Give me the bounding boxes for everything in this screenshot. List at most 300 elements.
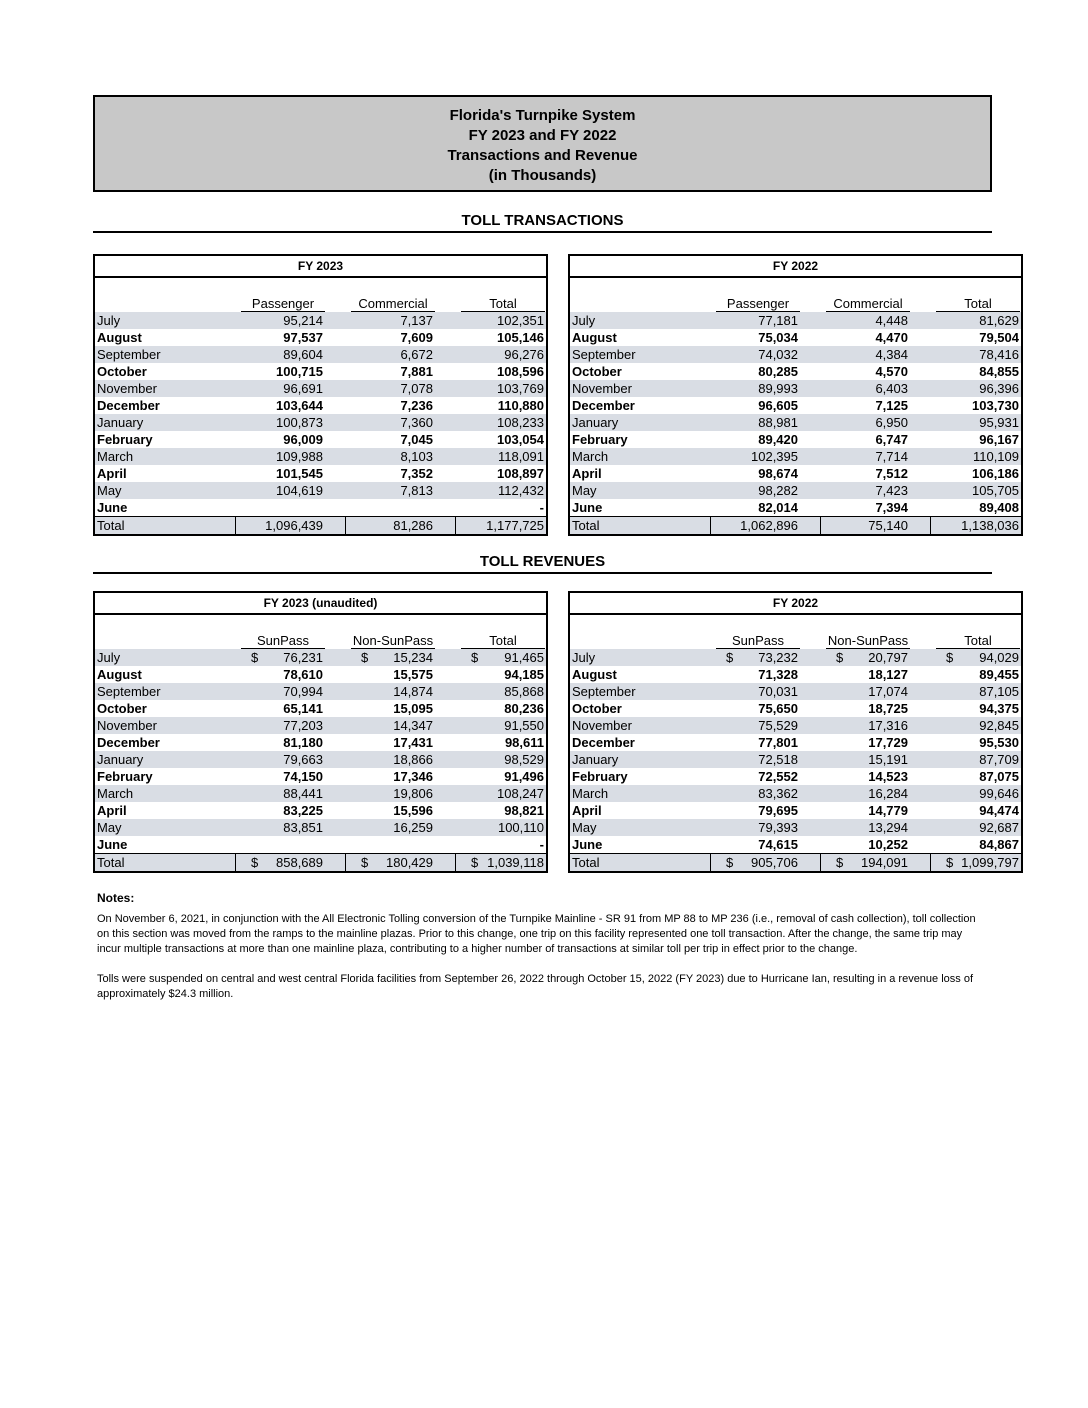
cell-value: 7,714 — [875, 449, 908, 464]
cell-value: 92,845 — [979, 718, 1019, 733]
cell-value: 84,867 — [979, 837, 1019, 852]
cell-value: 7,609 — [400, 330, 433, 345]
table-row — [95, 414, 546, 431]
cell-value: 1,062,896 — [740, 518, 798, 533]
month-label: July — [97, 650, 121, 665]
table-row — [570, 499, 1021, 516]
cell-value: 7,423 — [875, 483, 908, 498]
table-row — [95, 666, 546, 683]
column-header: Non-SunPass — [352, 633, 434, 648]
cell-value: 96,396 — [979, 381, 1019, 396]
table-row — [570, 346, 1021, 363]
total-separator — [455, 854, 456, 871]
cell-value: 100,110 — [497, 820, 544, 835]
month-label: December — [572, 735, 635, 750]
table-row — [570, 802, 1021, 819]
column-header: Commercial — [833, 296, 903, 311]
column-header-row — [95, 615, 546, 649]
table-row — [95, 465, 546, 482]
toll-revenues-rule — [93, 572, 992, 574]
month-label: April — [572, 803, 602, 818]
cell-value: 15,596 — [393, 803, 433, 818]
cell-value: 14,874 — [393, 684, 433, 699]
currency-symbol: $ — [361, 855, 369, 870]
column-header: Passenger — [726, 296, 790, 311]
month-label: June — [572, 837, 603, 852]
cell-value: 16,259 — [393, 820, 433, 835]
table-row — [95, 363, 546, 380]
cell-value: 77,181 — [758, 313, 798, 328]
month-label: November — [572, 381, 632, 396]
month-label: June — [97, 500, 128, 515]
cell-value: 14,779 — [868, 803, 908, 818]
cell-value: 92,687 — [979, 820, 1019, 835]
cell-value: 89,604 — [283, 347, 323, 362]
month-label: December — [97, 398, 160, 413]
cell-value: 99,646 — [979, 786, 1019, 801]
cell-value: 84,855 — [979, 364, 1019, 379]
table-row — [95, 751, 546, 768]
cell-value: 1,099,797 — [961, 855, 1019, 870]
cell-value: 95,530 — [979, 735, 1019, 750]
cell-value: 85,868 — [504, 684, 544, 699]
table-row — [95, 717, 546, 734]
cell-value: 98,674 — [758, 466, 798, 481]
table-row — [570, 751, 1021, 768]
currency-symbol: $ — [251, 855, 259, 870]
month-label: April — [572, 466, 602, 481]
month-label: November — [97, 718, 157, 733]
total-separator — [930, 854, 931, 871]
cell-value: 7,360 — [400, 415, 433, 430]
cell-value: 8,103 — [400, 449, 433, 464]
cell-value: 83,851 — [283, 820, 323, 835]
cell-value: 98,529 — [504, 752, 544, 767]
title-line-4: (in Thousands) — [488, 167, 597, 184]
note-1: On November 6, 2021, in conjunction with the All Electronic Tolling conversion of the Turnpike Mainline - SR 91 from MP 88 to MP 236 (i.e., removal of cash collection), toll collection on this section was moved from the ramps to the mainline plazas. Prior to this change, one trip on this facility represented one toll transaction. After the change, the same trip may incur multiple transactions at more than one mainline plaza, contributing to a higher number of transactions at similar toll per trip in effect prior to the change. — [97, 913, 976, 955]
cell-value: 108,596 — [497, 364, 544, 379]
month-label: March — [572, 786, 609, 801]
table-row — [95, 346, 546, 363]
note-2: Tolls were suspended on central and west central Florida facilities from September 26, 2022 through October 15, 2022 (FY 2023) due to Hurricane Ian, resulting in a revenue loss of approximately $24.3 million. — [97, 973, 974, 1000]
cell-value: 82,014 — [758, 500, 798, 515]
table-row — [95, 700, 546, 717]
cell-value: 7,045 — [400, 432, 433, 447]
month-label: August — [97, 330, 142, 345]
cell-value: 76,231 — [283, 650, 323, 665]
month-label: August — [97, 667, 142, 682]
cell-value: 1,138,036 — [961, 518, 1019, 533]
cell-value: 72,552 — [758, 769, 798, 784]
month-label: November — [572, 718, 632, 733]
cell-value: 89,408 — [979, 500, 1019, 515]
table-row — [570, 380, 1021, 397]
cell-value: 102,395 — [751, 449, 798, 464]
cell-value: 15,234 — [393, 650, 433, 665]
currency-symbol: $ — [726, 855, 734, 870]
cell-value: 108,247 — [497, 786, 544, 801]
month-label: January — [572, 752, 619, 767]
month-label: February — [97, 769, 153, 784]
cell-value: 17,316 — [868, 718, 908, 733]
table-row — [570, 465, 1021, 482]
total-row — [95, 853, 546, 871]
table-row — [95, 312, 546, 329]
month-label: October — [572, 364, 622, 379]
cell-value: 80,285 — [758, 364, 798, 379]
cell-value: 91,465 — [504, 650, 544, 665]
month-label: July — [572, 650, 596, 665]
title-line-1: Florida's Turnpike System — [449, 107, 636, 124]
cell-value: 110,109 — [972, 449, 1019, 464]
column-header-row — [570, 615, 1021, 649]
cell-value: 94,375 — [979, 701, 1019, 716]
cell-value: - — [539, 837, 544, 852]
month-label: February — [572, 432, 628, 447]
cell-value: 4,570 — [875, 364, 908, 379]
table-row — [95, 819, 546, 836]
cell-value: 905,706 — [751, 855, 798, 870]
cell-value: 95,214 — [283, 313, 323, 328]
cell-value: 81,180 — [283, 735, 323, 750]
table-row — [570, 363, 1021, 380]
table-title: FY 2022 — [570, 593, 1021, 615]
month-label: March — [572, 449, 609, 464]
cell-value: 103,730 — [972, 398, 1019, 413]
cell-value: 180,429 — [386, 855, 433, 870]
month-label: October — [97, 701, 147, 716]
cell-value: 79,663 — [283, 752, 323, 767]
month-label: November — [97, 381, 157, 396]
total-separator — [710, 517, 711, 534]
transactions-fy2023-table — [93, 254, 548, 536]
cell-value: 108,897 — [497, 466, 544, 481]
notes-heading: Notes: — [97, 891, 135, 905]
month-label: April — [97, 466, 127, 481]
table-row — [95, 380, 546, 397]
total-separator — [710, 854, 711, 871]
cell-value: 100,715 — [276, 364, 323, 379]
total-separator — [235, 517, 236, 534]
cell-value: 7,881 — [400, 364, 433, 379]
cell-value: 89,455 — [979, 667, 1019, 682]
cell-value: 98,821 — [504, 803, 544, 818]
month-label: February — [572, 769, 628, 784]
cell-value: 19,806 — [393, 786, 433, 801]
cell-value: 83,362 — [758, 786, 798, 801]
currency-symbol: $ — [836, 650, 844, 665]
table-row — [570, 836, 1021, 853]
cell-value: 98,282 — [758, 483, 798, 498]
table-row — [570, 414, 1021, 431]
total-separator — [455, 517, 456, 534]
table-row — [570, 734, 1021, 751]
currency-symbol: $ — [836, 855, 844, 870]
cell-value: 74,032 — [758, 347, 798, 362]
cell-value: 18,127 — [868, 667, 908, 682]
table-row — [570, 448, 1021, 465]
table-row — [95, 329, 546, 346]
cell-value: 80,236 — [504, 701, 544, 716]
cell-value: 118,091 — [497, 449, 544, 464]
table-row — [95, 499, 546, 516]
month-label: October — [97, 364, 147, 379]
cell-value: 106,186 — [972, 466, 1019, 481]
month-label: July — [572, 313, 596, 328]
table-row — [570, 312, 1021, 329]
cell-value: 100,873 — [276, 415, 323, 430]
cell-value: 71,328 — [758, 667, 798, 682]
cell-value: 94,185 — [504, 667, 544, 682]
toll-transactions-rule — [93, 231, 992, 233]
month-label: June — [572, 500, 603, 515]
cell-value: 94,029 — [979, 650, 1019, 665]
cell-value: 89,420 — [758, 432, 798, 447]
cell-value: - — [539, 500, 544, 515]
table-row — [570, 666, 1021, 683]
total-row — [95, 516, 546, 534]
table-title: FY 2023 — [95, 256, 546, 278]
cell-value: 108,233 — [497, 415, 544, 430]
cell-value: 72,518 — [758, 752, 798, 767]
cell-value: 98,611 — [504, 735, 544, 750]
cell-value: 101,545 — [276, 466, 323, 481]
cell-value: 16,284 — [868, 786, 908, 801]
cell-value: 75,034 — [758, 330, 798, 345]
cell-value: 4,448 — [875, 313, 908, 328]
month-label: March — [97, 786, 134, 801]
cell-value: 7,512 — [875, 466, 908, 481]
table-row — [570, 700, 1021, 717]
cell-value: 194,091 — [861, 855, 908, 870]
month-label: May — [97, 820, 122, 835]
column-header: Non-SunPass — [827, 633, 909, 648]
table-row — [95, 482, 546, 499]
cell-value: 6,747 — [875, 432, 908, 447]
total-separator — [930, 517, 931, 534]
toll-revenues-heading: TOLL REVENUES — [479, 553, 606, 570]
cell-value: 97,537 — [283, 330, 323, 345]
cell-value: 109,988 — [276, 449, 323, 464]
cell-value: 75,529 — [758, 718, 798, 733]
revenues-fy2023-table — [93, 591, 548, 873]
total-separator — [235, 854, 236, 871]
total-separator — [345, 517, 346, 534]
cell-value: 78,416 — [979, 347, 1019, 362]
cell-value: 70,031 — [758, 684, 798, 699]
cell-value: 87,075 — [979, 769, 1019, 784]
month-label: January — [572, 415, 619, 430]
month-label: December — [97, 735, 160, 750]
month-label: February — [97, 432, 153, 447]
cell-value: 79,504 — [979, 330, 1019, 345]
cell-value: 74,615 — [758, 837, 798, 852]
table-row — [95, 683, 546, 700]
column-header: Total — [489, 633, 517, 648]
report-title-box — [93, 95, 992, 192]
cell-value: 88,441 — [283, 786, 323, 801]
cell-value: 104,619 — [276, 483, 323, 498]
cell-value: 79,695 — [758, 803, 798, 818]
cell-value: 78,610 — [283, 667, 323, 682]
cell-value: 17,074 — [868, 684, 908, 699]
cell-value: 83,225 — [283, 803, 323, 818]
table-row — [95, 836, 546, 853]
table-row — [570, 819, 1021, 836]
cell-value: 15,095 — [393, 701, 433, 716]
month-label: Total — [572, 518, 600, 533]
month-label: May — [572, 483, 597, 498]
cell-value: 88,981 — [758, 415, 798, 430]
total-separator — [820, 854, 821, 871]
month-label: Total — [97, 518, 125, 533]
cell-value: 87,709 — [979, 752, 1019, 767]
cell-value: 94,474 — [979, 803, 1019, 818]
cell-value: 1,039,118 — [487, 855, 544, 870]
cell-value: 6,950 — [875, 415, 908, 430]
cell-value: 87,105 — [979, 684, 1019, 699]
cell-value: 7,137 — [400, 313, 433, 328]
cell-value: 89,993 — [758, 381, 798, 396]
month-label: September — [572, 684, 636, 699]
column-header: SunPass — [731, 633, 785, 648]
title-line-3: Transactions and Revenue — [447, 147, 638, 164]
column-header: Total — [964, 296, 992, 311]
cell-value: 6,403 — [875, 381, 908, 396]
cell-value: 7,352 — [400, 466, 433, 481]
column-header-row — [570, 278, 1021, 312]
notes-section — [97, 891, 987, 1017]
transactions-fy2022-table — [568, 254, 1023, 536]
table-row — [95, 802, 546, 819]
cell-value: 17,729 — [868, 735, 908, 750]
table-row — [95, 397, 546, 414]
cell-value: 7,236 — [400, 398, 433, 413]
table-row — [570, 785, 1021, 802]
cell-value: 7,813 — [400, 483, 433, 498]
month-label: May — [572, 820, 597, 835]
cell-value: 96,276 — [504, 347, 544, 362]
table-row — [95, 448, 546, 465]
table-row — [570, 683, 1021, 700]
cell-value: 4,384 — [875, 347, 908, 362]
month-label: October — [572, 701, 622, 716]
column-header: Passenger — [251, 296, 315, 311]
cell-value: 18,866 — [393, 752, 433, 767]
column-header: Total — [489, 296, 517, 311]
month-label: July — [97, 313, 121, 328]
table-row — [570, 431, 1021, 448]
month-label: September — [572, 347, 636, 362]
month-label: April — [97, 803, 127, 818]
currency-symbol: $ — [946, 650, 954, 665]
cell-value: 91,496 — [504, 769, 544, 784]
table-row — [95, 734, 546, 751]
total-separator — [820, 517, 821, 534]
month-label: January — [97, 752, 144, 767]
month-label: September — [97, 684, 161, 699]
cell-value: 96,605 — [758, 398, 798, 413]
cell-value: 65,141 — [283, 701, 323, 716]
month-label: August — [572, 330, 617, 345]
currency-symbol: $ — [471, 855, 479, 870]
cell-value: 75,650 — [758, 701, 798, 716]
cell-value: 15,575 — [393, 667, 433, 682]
table-title: FY 2022 — [570, 256, 1021, 278]
toll-transactions-heading: TOLL TRANSACTIONS — [461, 212, 624, 229]
cell-value: 1,096,439 — [265, 518, 323, 533]
total-separator — [345, 854, 346, 871]
table-row — [570, 768, 1021, 785]
cell-value: 17,346 — [393, 769, 433, 784]
table-row — [95, 431, 546, 448]
cell-value: 7,125 — [875, 398, 908, 413]
table-row — [570, 717, 1021, 734]
column-header: Total — [964, 633, 992, 648]
month-label: Total — [572, 855, 600, 870]
table-row — [570, 329, 1021, 346]
cell-value: 20,797 — [868, 650, 908, 665]
cell-value: 75,140 — [868, 518, 908, 533]
total-row — [570, 516, 1021, 534]
cell-value: 79,393 — [758, 820, 798, 835]
currency-symbol: $ — [471, 650, 479, 665]
table-row — [95, 649, 546, 666]
title-line-2: FY 2023 and FY 2022 — [468, 127, 617, 144]
cell-value: 7,394 — [875, 500, 908, 515]
table-row — [570, 397, 1021, 414]
cell-value: 1,177,725 — [486, 518, 544, 533]
revenues-fy2022-table — [568, 591, 1023, 873]
cell-value: 14,523 — [868, 769, 908, 784]
currency-symbol: $ — [361, 650, 369, 665]
cell-value: 6,672 — [400, 347, 433, 362]
table-row — [95, 785, 546, 802]
table-title: FY 2023 (unaudited) — [95, 593, 546, 615]
cell-value: 858,689 — [276, 855, 323, 870]
month-label: December — [572, 398, 635, 413]
column-header: Commercial — [358, 296, 428, 311]
cell-value: 91,550 — [504, 718, 544, 733]
cell-value: 96,167 — [979, 432, 1019, 447]
table-row — [570, 482, 1021, 499]
cell-value: 112,432 — [497, 483, 544, 498]
cell-value: 4,470 — [875, 330, 908, 345]
table-row — [570, 649, 1021, 666]
cell-value: 103,054 — [497, 432, 544, 447]
cell-value: 7,078 — [400, 381, 433, 396]
cell-value: 15,191 — [868, 752, 908, 767]
column-header-row — [95, 278, 546, 312]
cell-value: 77,203 — [283, 718, 323, 733]
cell-value: 10,252 — [868, 837, 908, 852]
cell-value: 96,691 — [283, 381, 323, 396]
cell-value: 77,801 — [758, 735, 798, 750]
cell-value: 17,431 — [393, 735, 433, 750]
cell-value: 103,644 — [276, 398, 323, 413]
currency-symbol: $ — [251, 650, 259, 665]
column-header: SunPass — [256, 633, 310, 648]
cell-value: 73,232 — [758, 650, 798, 665]
cell-value: 81,629 — [979, 313, 1019, 328]
cell-value: 96,009 — [283, 432, 323, 447]
month-label: Total — [97, 855, 125, 870]
cell-value: 18,725 — [868, 701, 908, 716]
total-row — [570, 853, 1021, 871]
month-label: May — [97, 483, 122, 498]
cell-value: 70,994 — [283, 684, 323, 699]
month-label: January — [97, 415, 144, 430]
